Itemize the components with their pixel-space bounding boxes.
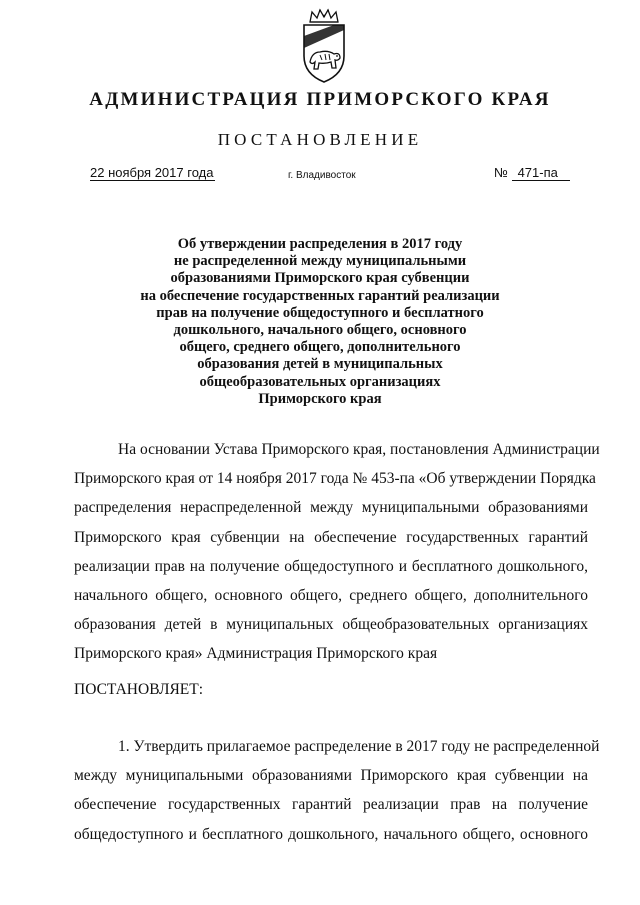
paragraph-line: 1. Утвердить прилагаемое распределение в 2017 году не распределенной [118, 738, 600, 755]
paragraph-line: Приморского края» Администрация Приморского края [74, 645, 438, 663]
paragraph-line: распределения нераспределенной между муниципальными образованиями [74, 499, 588, 517]
primorsky-krai-coat-of-arms-icon [298, 8, 350, 84]
paragraph-line: реализации прав на получение общедоступного и бесплатного дошкольного, [74, 557, 588, 575]
subject-line: образованиями Приморского края субвенции [170, 270, 470, 287]
decree-word: ПОСТАНОВЛЯЕТ: [74, 681, 204, 698]
subject-line: не распределенной между муниципальными [173, 253, 467, 270]
number-value: 471-па [512, 165, 570, 181]
document-subject [100, 236, 540, 408]
subject-line: образования детей в муниципальных [197, 356, 443, 373]
subject-line: Приморского края [258, 390, 382, 407]
subject-line: дошкольного, начального общего, основного [173, 322, 467, 339]
paragraph-line: Приморского края от 14 ноября 2017 года № 453-па «Об утверждении Порядка [74, 470, 596, 488]
document-number [494, 165, 570, 181]
paragraph-line: Приморского края субвенции на обеспечение государственных гарантий [74, 528, 588, 546]
organization-title: АДМИНИСТРАЦИЯ ПРИМОРСКОГО КРАЯ [89, 89, 551, 110]
date-value: 22 ноября 2017 года [90, 165, 214, 180]
paragraph-line: между муниципальными образованиями Приморского края субвенции на [74, 767, 588, 785]
paragraph-line: обеспечение государственных гарантий реализации прав на получение [74, 796, 588, 814]
paragraph-line: начального общего, основного общего, среднего общего, дополнительного [74, 586, 588, 604]
preamble-paragraph [74, 435, 600, 669]
document-type: ПОСТАНОВЛЕНИЕ [217, 130, 423, 149]
paragraph-line: На основании Устава Приморского края, постановления Администрации [118, 441, 600, 458]
document-date [90, 165, 215, 181]
subject-line: общего, среднего общего, дополнительного [179, 339, 461, 356]
subject-line: Об утверждении распределения в 2017 году [177, 236, 463, 252]
document-city: г. Владивосток [288, 170, 356, 181]
subject-line: прав на получение общедоступного и бесплатного [156, 304, 484, 321]
paragraph-line: общедоступного и бесплатного дошкольного, начального общего, основного [74, 825, 588, 843]
subject-line: общеобразовательных организациях [199, 373, 441, 390]
paragraph-line: образования детей в муниципальных общеобразовательных организациях [74, 616, 588, 634]
subject-line: на обеспечение государственных гарантий реализации [140, 287, 500, 304]
item-1-paragraph [74, 732, 600, 849]
number-prefix: № [494, 165, 508, 180]
